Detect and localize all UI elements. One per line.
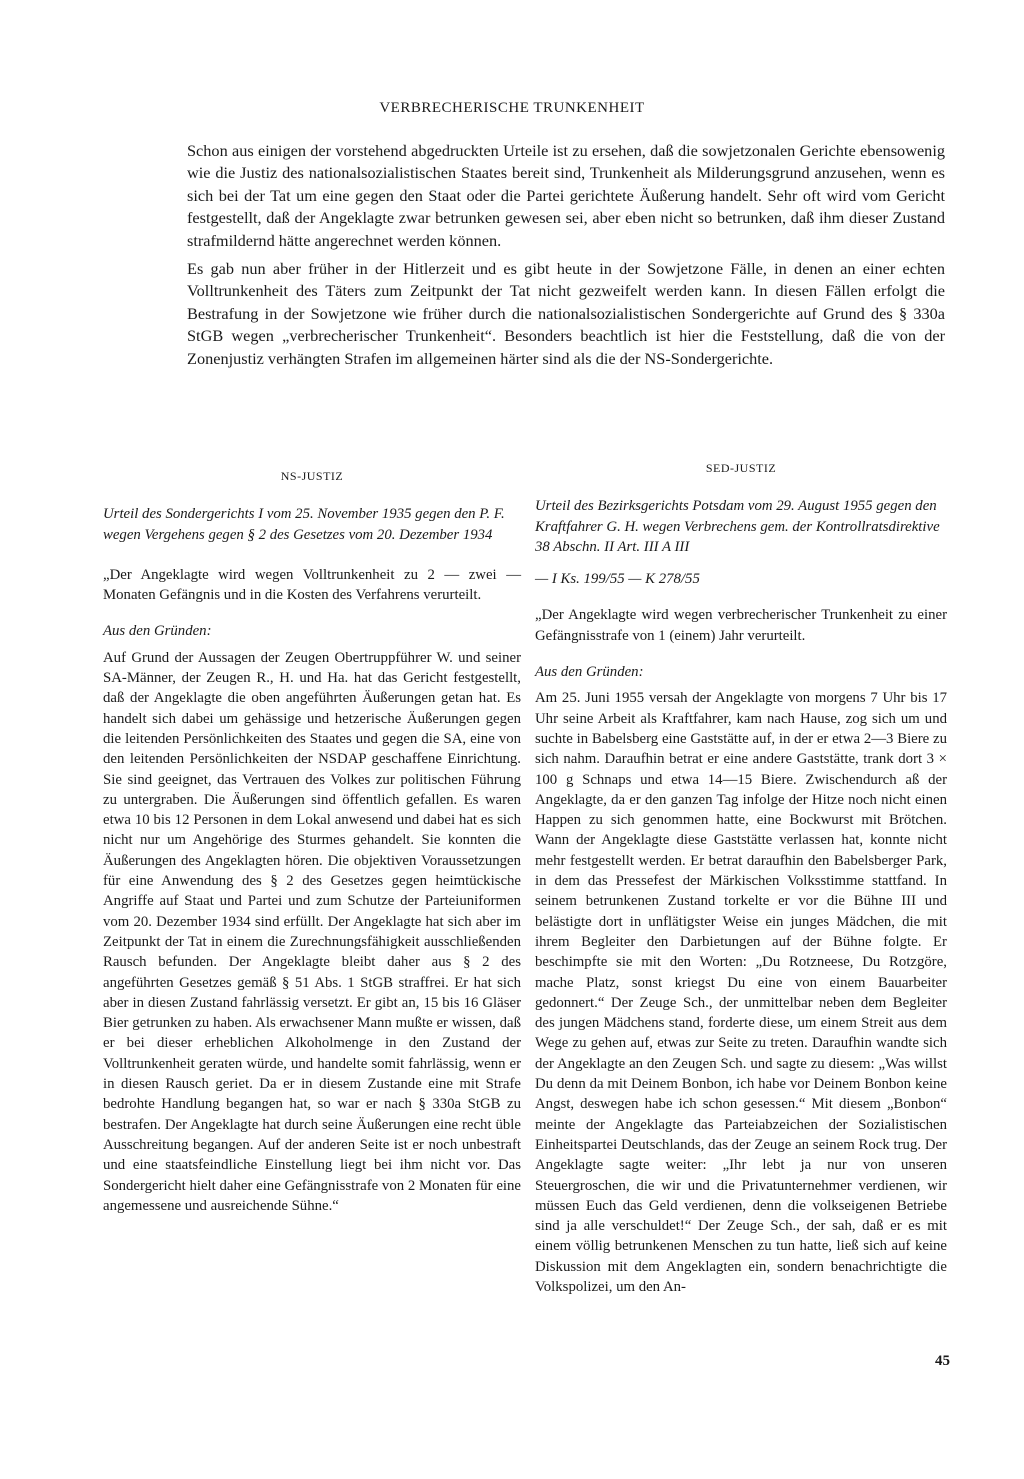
- page-number: 45: [935, 1353, 950, 1369]
- ns-justiz-heading: NS-JUSTIZ: [280, 469, 344, 483]
- ns-justiz-column: [103, 458, 521, 1216]
- ns-verdict-reference: Urteil des Sondergerichts I vom 25. November 1935 gegen den P. F. wegen Vergehens gegen § 2 des Gesetzes vom 20. Dezember 1934: [103, 506, 505, 543]
- intro-section: [187, 140, 945, 376]
- sed-grounds-text: Am 25. Juni 1955 versah der Angeklagte von morgens 7 Uhr bis 17 Uhr seine Arbeit als Kraftfahrer, kam nach Hause, zog sich um und suchte in Babelsberg eine Gaststätte auf, in der er etwa 2—3 Biere zu sich nahm. Daraufhin betrat er eine andere Gaststätte, trank dort 3 × 100 g Schnaps und etwa 14—15 Biere. Zwischendurch aß der Angeklagte, da er den ganzen Tag infolge der Hitze noch nicht einen Happen zu sich genommen hatte, eine Bockwurst mit Brötchen. Wann der Angeklagte diese Gaststätte verlassen hat, konnte nicht mehr festgestellt werden. Er betrat daraufhin den Babelsberger Park, in dem das Pressefest der Märkischen Volksstimme stattfand. In seinem betrunkenen Zustand torkelte er vor die Bühne III und belästigte dort in unflätigster Weise ein junges Mädchen, die mit ihrem Begleiter den Darbietungen auf der Bühne folgte. Er beschimpfte sie mit den Worten: „Du Rotzneese, Du Rotzgöre, mache Platz, sonst kriegst Du eine von einem Bauarbeiter gedonnert.“ Der Zeuge Sch., der unmittelbar neben dem Begleiter des jungen Mädchens stand, forderte diese, um einem Streit aus dem Wege zu gehen auf, etwas zur Seite zu treten. Daraufhin wandte sich der Angeklagte an den Zeugen Sch. und sagte zu diesem: „Was willst Du denn da mit Deinem Bonbon, ich habe vor Deinem Bonbon keine Angst, deswegen habe ich schon gesessen.“ Mit diesem „Bonbon“ meinte der Angeklagte das Parteiabzeichen der Sozialistischen Einheitspartei Deutschlands, das der Zeuge an seinem Rock trug. Der Angeklagte sagte weiter: „Ihr lebt ja nur von unseren Steuergroschen, die wir und die Privatunternehmer verdienen, wir müssen Euch das Geld verdienen, denn die volkseigenen Betriebe sind ja alle verschuldet!“ Der Zeuge Sch., der sah, daß er es mit einem völlig betrunkenen Menschen zu tun hatte, ließ sich auf keine Diskussion mit dem Angeklagten ein, sondern benachrichtigte die Volkspolizei, um den An-: [535, 690, 947, 1295]
- page-title: VERBRECHERISCHE TRUNKENHEIT: [379, 100, 645, 116]
- sed-grounds-label: Aus den Gründen:: [535, 664, 644, 681]
- sed-verdict-reference: Urteil des Bezirksgerichts Potsdam vom 29. August 1955 gegen den Kraftfahrer G. H. wegen Verbrechens gem. der Kontrollratsdirektive 38 Abschn. II Art. III A III: [535, 498, 940, 555]
- sed-justiz-column: [535, 458, 947, 1297]
- sed-justiz-heading: SED-JUSTIZ: [705, 461, 777, 475]
- sed-verdict-quote: „Der Angeklagte wird wegen verbrecherischer Trunkenheit zu einer Gefängnisstrafe von 1 (einem) Jahr verurteilt.: [535, 607, 947, 644]
- ns-grounds-text: Auf Grund der Aussagen der Zeugen Obertruppführer W. und seiner SA-Männer, der Zeugen R., H. und Ha. hat das Gericht festgestellt, daß der Angeklagte die oben angeführten Äußerungen getan hat. Es handelt sich dabei um gehässige und hetzerische Äußerungen gegen die leitenden Persönlichkeiten des Staates und gegen die SA, eine von den leitenden Persönlichkeiten der NSDAP geschaffene Einrichtung. Sie sind geeignet, das Vertrauen des Volkes zur politischen Führung zu untergraben. Die Äußerungen sind öffentlich gefallen. Es waren etwa 10 bis 12 Personen in dem Lokal anwesend und dabei hat es sich nicht nur um Angehörige des Sturmes gehandelt. Sie konnten die Äußerungen des Angeklagten hören. Die objektiven Voraussetzungen für eine Anwendung des § 2 des Gesetzes gegen heimtückische Angriffe auf Staat und Partei und zum Schutze der Parteiuniformen vom 20. Dezember 1934 sind erfüllt. Der Angeklagte hat sich aber im Zeitpunkt der Tat in einem die Zurechnungsfähigkeit ausschließenden Rausch befunden. Der Angeklagte bleibt daher aus § 2 des angeführten Gesetzes gemäß § 51 Abs. 1 StGB straffrei. Er hat sich aber in diesen Zustand fahrlässig versetzt. Er gibt an, 15 bis 16 Gläser Bier getrunken zu haben. Als erwachsener Mann mußte er wissen, daß er bei dieser erheblichen Alkoholmenge in den Zustand der Volltrunkenheit geraten würde, und handelte somit fahrlässig, wenn er in diesen Rausch geriet. Da er in diesem Zustande eine mit Strafe bedrohte Handlung begangen hat, so war er nach § 330a StGB zu bestrafen. Der Angeklagte hat durch seine Äußerungen eine recht üble Ausschreitung begangen. Auf der anderen Seite ist er noch unbestraft und eine staatsfeindliche Einstellung liegt bei ihm nicht vor. Das Sondergericht hielt daher eine Gefängnisstrafe von 2 Monaten für eine angemessene und ausreichende Sühne.“: [103, 649, 521, 1214]
- intro-paragraph-1: Schon aus einigen der vorstehend abgedruckten Urteile ist zu ersehen, daß die sowjetzonalen Gerichte ebensowenig wie die Justiz des nationalsozialistischen Staates bereit sind, Trunkenheit als Milderungsgrund anzusehen, wenn es sich bei der Tat um eine gegen den Staat oder die Partei gerichtete Äußerung handelt. Sehr oft wird vom Gericht festgestellt, daß der Angeklagte zwar betrunken gewesen sei, aber eben nicht so betrunken, daß ihm dieser Zustand strafmildernd hätte angerechnet werden können.: [187, 141, 945, 250]
- intro-paragraph-2: Es gab nun aber früher in der Hitlerzeit und es gibt heute in der Sowjetzone Fälle, in denen an einer echten Volltrunkenheit des Täters zum Zeitpunkt der Tat nicht gezweifelt werden kann. In diesen Fällen erfolgt die Bestrafung in der Sowjetzone wie früher durch die nationalsozialistischen Sondergerichte auf Grund des § 330a StGB wegen „verbrecherischer Trunkenheit“. Besonders beachtlich ist hier die Feststellung, daß die von der Zonenjustiz verhängten Strafen im allgemeinen härter sind als die der NS-Sondergerichte.: [187, 259, 945, 368]
- ns-grounds-label: Aus den Gründen:: [103, 623, 212, 640]
- sed-file-reference: — I Ks. 199/55 — K 278/55: [535, 571, 700, 588]
- ns-verdict-quote: „Der Angeklagte wird wegen Volltrunkenheit zu 2 — zwei — Monaten Gefängnis und in die Kosten des Verfahrens verurteilt.: [103, 566, 521, 604]
